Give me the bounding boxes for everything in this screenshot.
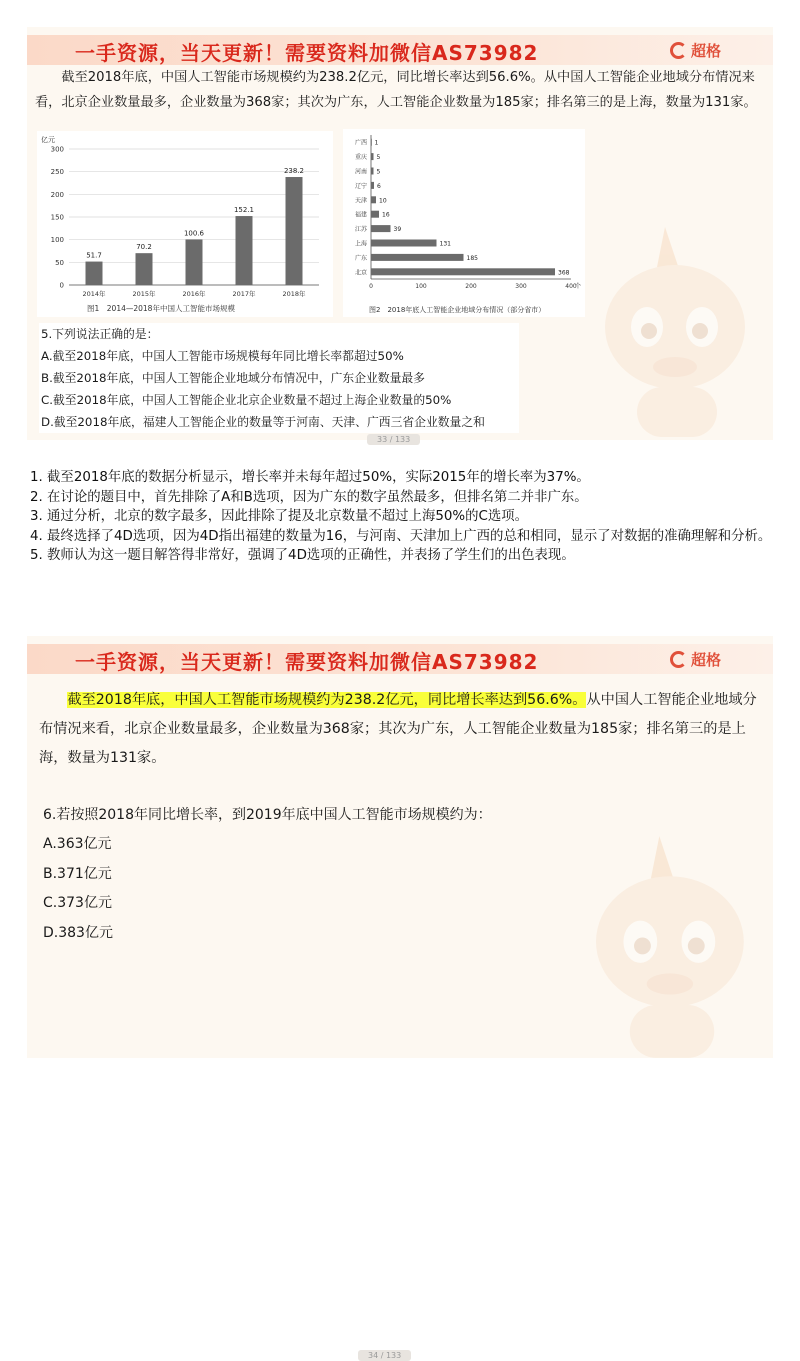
x-tick-label: 100 bbox=[415, 283, 427, 290]
category-label: 辽宁 bbox=[354, 182, 367, 190]
question-5-option-c[interactable]: C.截至2018年底，中国人工智能企业北京企业数量不超过上海企业数量的50% bbox=[41, 393, 452, 407]
bar-value-label: 152.1 bbox=[233, 206, 255, 215]
bar bbox=[236, 216, 253, 285]
chart-title: 图1 2014—2018年中国人工智能市场规模 bbox=[87, 304, 235, 313]
y-tick-label: 0 bbox=[59, 281, 64, 290]
bar-value-label: 238.2 bbox=[283, 167, 305, 176]
brand-logo bbox=[670, 649, 721, 670]
bar-value-label: 131 bbox=[439, 240, 451, 248]
bar bbox=[371, 168, 374, 175]
y-tick-label: 200 bbox=[50, 190, 64, 199]
category-label: 广西 bbox=[354, 139, 367, 147]
brand-logo bbox=[670, 40, 721, 61]
analysis-item: 3. 通过分析，北京的数字最多，因此排除了提及北京数量不超过上海50%的C选项。 bbox=[30, 509, 529, 524]
banner-text: 一手资源，当天更新！需要资料加微信AS73982 bbox=[75, 650, 539, 674]
question-6-option-c[interactable]: C.373亿元 bbox=[43, 895, 112, 911]
page-indicator[interactable]: 33 / 133 bbox=[367, 434, 420, 445]
x-tick-label: 200 bbox=[465, 283, 477, 290]
question-6-stem: 6.若按照2018年同比增长率，到2019年底中国人工智能市场规模约为： bbox=[43, 807, 492, 823]
context-paragraph: 截至2018年底，中国人工智能市场规模约为238.2亿元，同比增长率达到56.6%。从中国人工智能企业地域分布情况来看，北京企业数量最多，企业数量为368家；其次为广东，人工智能企业数量为185家；排名第三的是上海，数量为131家。 bbox=[35, 70, 757, 110]
x-tick-label: 2016年 bbox=[182, 290, 206, 298]
region-distribution-chart bbox=[343, 129, 585, 317]
highlighted-sentence: 截至2018年底，中国人工智能市场规模约为238.2亿元，同比增长率达到56.6%。 bbox=[67, 692, 587, 708]
bar-value-label: 5 bbox=[376, 154, 381, 162]
bar bbox=[136, 253, 153, 285]
y-tick-label: 300 bbox=[50, 145, 64, 154]
bar bbox=[371, 254, 464, 261]
analysis-item: 1. 截至2018年底的数据分析显示，增长率并未每年超过50%，实际2015年的增长率为37%。 bbox=[30, 470, 590, 485]
brand-logo-icon bbox=[670, 651, 687, 668]
category-label: 天津 bbox=[354, 197, 367, 205]
page-indicator[interactable]: 34 / 133 bbox=[358, 1350, 411, 1361]
x-tick-label: 300 bbox=[515, 283, 527, 290]
market-size-bar-chart bbox=[37, 131, 333, 317]
bar bbox=[371, 139, 372, 146]
brand-logo-icon bbox=[670, 42, 687, 59]
bar bbox=[371, 182, 374, 189]
category-label: 江苏 bbox=[354, 226, 367, 234]
market-size-chart bbox=[37, 131, 333, 317]
context-paragraph bbox=[39, 686, 759, 773]
bar-value-label: 6 bbox=[377, 182, 381, 190]
category-label: 河南 bbox=[354, 168, 367, 176]
slide-page-33 bbox=[27, 27, 773, 444]
x-axis-unit: 个 bbox=[575, 283, 582, 290]
question-6-option-a[interactable]: A.363亿元 bbox=[43, 836, 112, 852]
bar-value-label: 1 bbox=[374, 139, 379, 147]
question-5-option-a[interactable]: A.截至2018年底，中国人工智能市场规模每年同比增长率都超过50% bbox=[41, 349, 404, 363]
category-label: 上海 bbox=[354, 240, 367, 248]
category-label: 北京 bbox=[354, 269, 367, 277]
x-tick-label: 400 bbox=[565, 283, 577, 290]
slide-page-34 bbox=[27, 636, 773, 1360]
paragraph-rest: 从中国人工智能企业地域分布情况来看，北京企业数量最多，企业数量为368家；其次为广东，人工智能企业数量为185家；排名第三的是上海，数量为131家。 bbox=[39, 692, 757, 766]
category-label: 广东 bbox=[354, 254, 367, 262]
unicorn-mascot-watermark-icon bbox=[587, 227, 767, 437]
y-tick-label: 50 bbox=[55, 258, 64, 267]
question-5-option-b[interactable]: B.截至2018年底，中国人工智能企业地域分布情况中，广东企业数量最多 bbox=[41, 371, 425, 385]
brand-logo-text: 超格 bbox=[690, 42, 721, 60]
bar-value-label: 51.7 bbox=[86, 251, 102, 260]
top-banner bbox=[27, 35, 773, 65]
region-distribution-bar-chart bbox=[343, 129, 585, 317]
brand-logo-text: 超格 bbox=[690, 651, 721, 669]
y-tick-label: 100 bbox=[50, 236, 64, 245]
y-tick-label: 250 bbox=[50, 168, 64, 177]
y-tick-label: 150 bbox=[50, 213, 64, 222]
analysis-item: 5. 教师认为这一题目解答得非常好，强调了4D选项的正确性，并表扬了学生们的出色表现。 bbox=[30, 548, 575, 563]
question-5-stem: 5.下列说法正确的是： bbox=[41, 327, 159, 341]
bar-value-label: 16 bbox=[382, 211, 390, 219]
question-5 bbox=[39, 323, 519, 433]
chart-title: 图2 2018年底人工智能企业地域分布情况（部分省市） bbox=[369, 306, 546, 314]
bar bbox=[186, 239, 203, 285]
bar-value-label: 100.6 bbox=[183, 229, 205, 238]
x-tick-label: 2015年 bbox=[132, 290, 156, 298]
x-tick-label: 2018年 bbox=[282, 290, 306, 298]
banner-text: 一手资源，当天更新！需要资料加微信AS73982 bbox=[75, 41, 539, 65]
category-label: 福建 bbox=[354, 211, 367, 219]
bar bbox=[371, 225, 391, 232]
bar bbox=[371, 153, 374, 160]
bar-value-label: 70.2 bbox=[136, 243, 152, 252]
question-5-option-d[interactable]: D.截至2018年底，福建人工智能企业的数量等于河南、天津、广西三省企业数量之和 bbox=[41, 415, 485, 429]
bar bbox=[371, 196, 376, 203]
top-banner bbox=[27, 644, 773, 674]
bar bbox=[86, 262, 103, 285]
question-6 bbox=[43, 800, 643, 948]
analysis-list bbox=[30, 468, 780, 566]
x-tick-label: 2014年 bbox=[82, 290, 106, 298]
analysis-item: 2. 在讨论的题目中，首先排除了A和B选项，因为广东的数字虽然最多，但排名第二并非广东。 bbox=[30, 489, 588, 505]
y-axis-unit: 亿元 bbox=[41, 136, 55, 144]
x-tick-label: 0 bbox=[369, 283, 373, 290]
analysis-item: 4. 最终选择了4D选项，因为4D指出福建的数量为16，与河南、天津加上广西的总和相同，显示了对数据的准确理解和分析。 bbox=[30, 528, 772, 544]
bar bbox=[286, 177, 303, 285]
bar bbox=[371, 240, 437, 247]
bar-value-label: 185 bbox=[466, 254, 478, 262]
bar-value-label: 39 bbox=[393, 226, 402, 234]
category-label: 重庆 bbox=[354, 154, 367, 162]
bar-value-label: 10 bbox=[379, 197, 387, 205]
x-tick-label: 2017年 bbox=[232, 290, 256, 298]
bar-value-label: 5 bbox=[376, 168, 381, 176]
bar bbox=[371, 211, 379, 218]
question-6-option-b[interactable]: B.371亿元 bbox=[43, 865, 112, 882]
question-6-option-d[interactable]: D.383亿元 bbox=[43, 924, 113, 941]
bar bbox=[371, 268, 555, 275]
bar-value-label: 368 bbox=[558, 269, 570, 277]
